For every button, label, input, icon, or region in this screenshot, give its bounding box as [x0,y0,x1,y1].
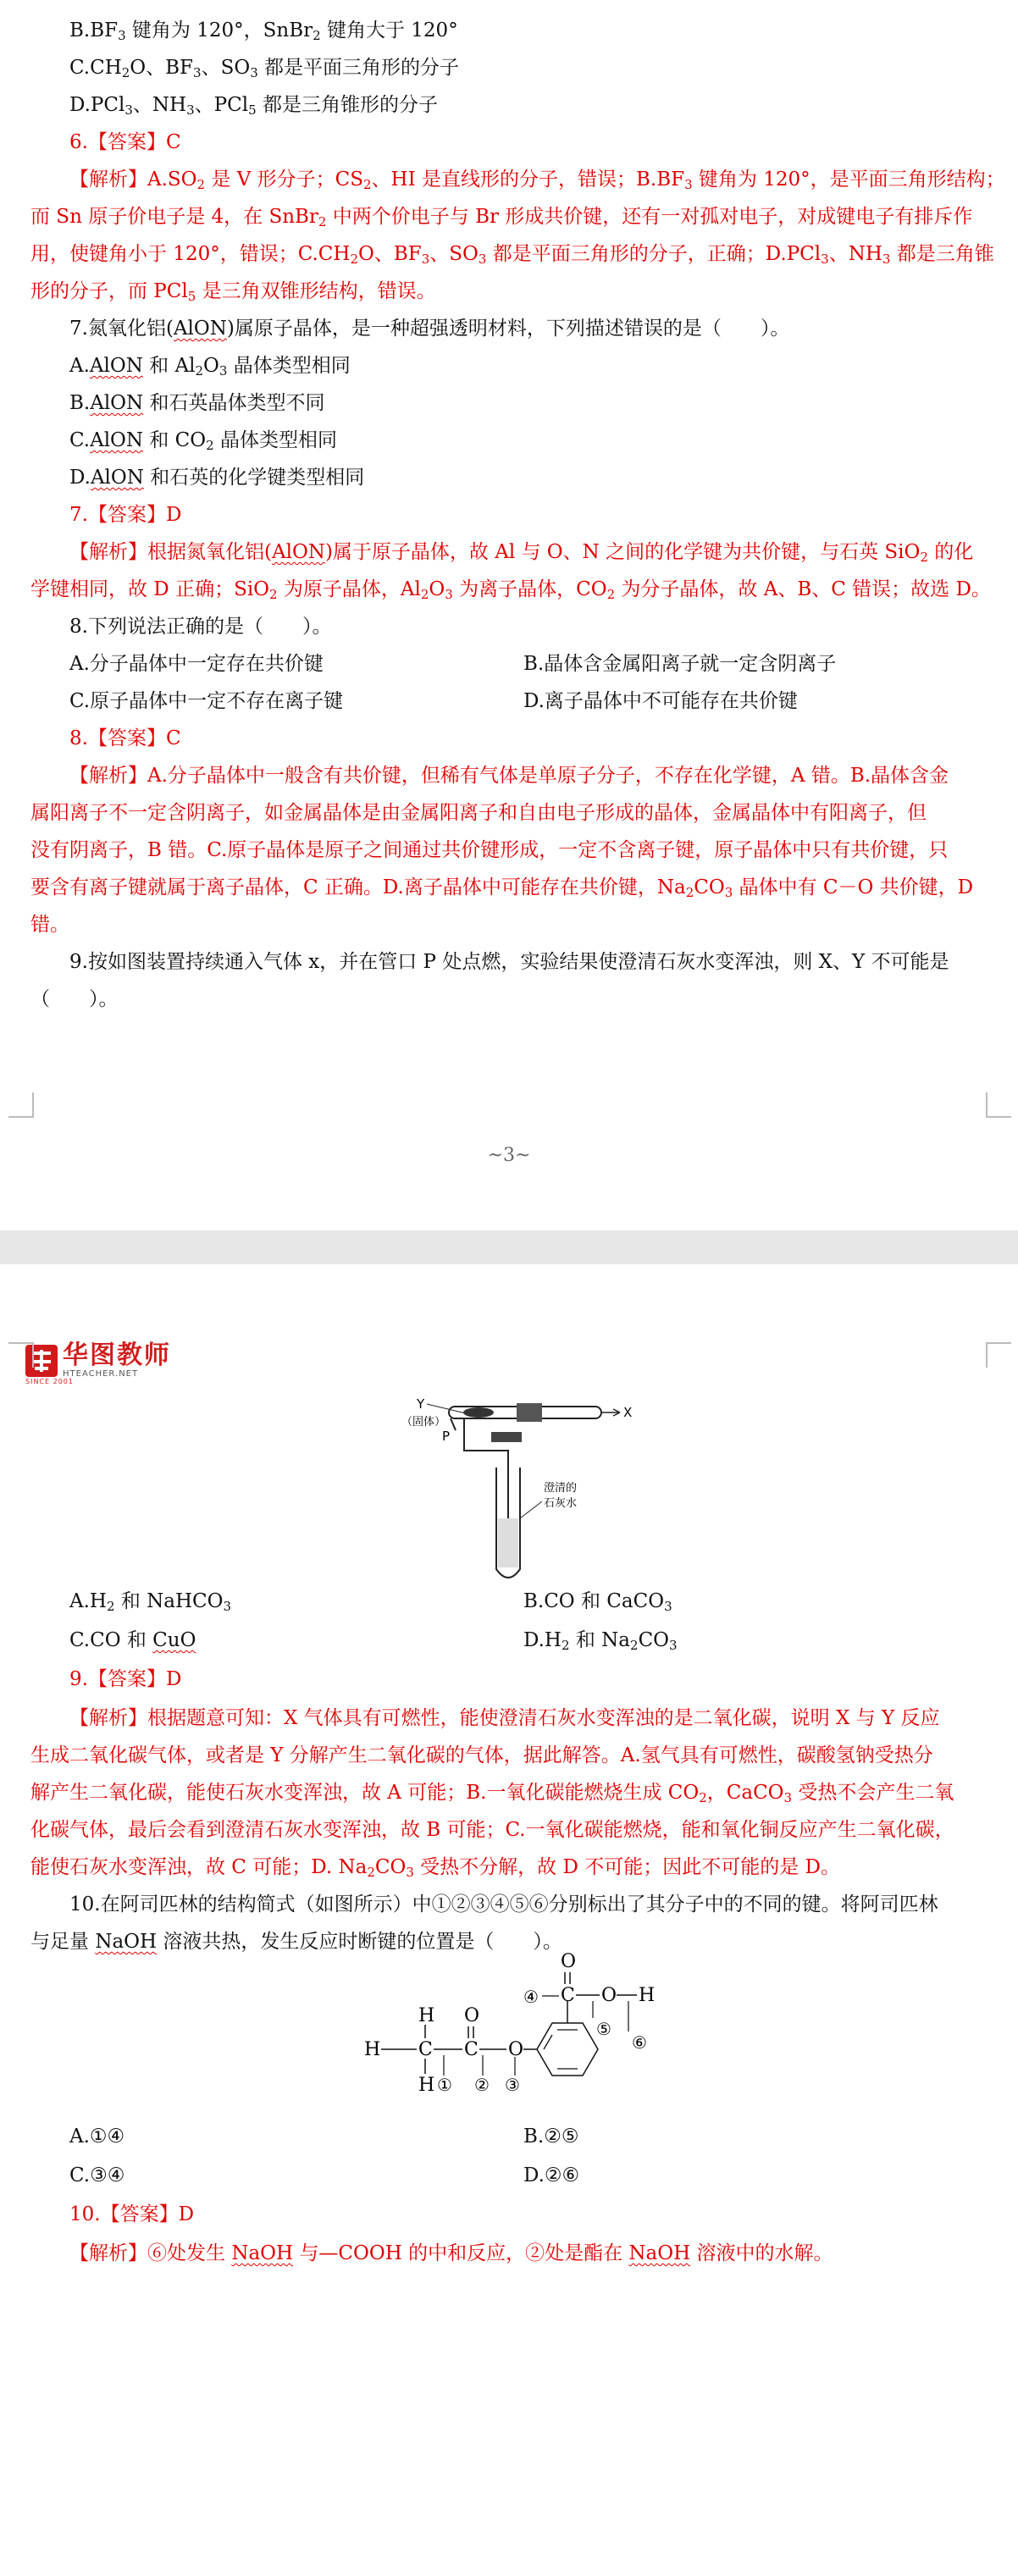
text-line-a6: 6.【答案】C [69,131,181,153]
text-line-q7b: B.AlON 和石英晶体类型不同 [69,392,325,414]
atom-c1: C [418,2039,433,2060]
label-x: X [623,1405,633,1420]
label-limewater-1: 澄清的 [544,1482,578,1495]
huatu-logo [25,1342,171,1379]
text-line-e8c: 没有阴离子，B 错。C.原子晶体是原子之间通过共价键形成，一定不含离子键，原子晶体中只有共价键，只 [30,839,949,861]
text-line-q9B: B.CO 和 CaCO$_3$ [523,1590,672,1614]
crop-mark-top-left [8,1342,34,1368]
bond-mark-5: ⑤ [596,2019,611,2039]
text-line-q9a: 9.按如图装置持续通入气体 x，并在管口 P 处点燃，实验结果使澄清石灰水变浑浊，则 X、Y 不可能是 [69,951,949,973]
text-line-q7a: A.AlON 和 $Al_2O_3$ 晶体类型相同 [69,355,351,379]
text-line-q8a: A.分子晶体中一定存在共价键 [69,653,324,675]
atom-o-acid-top: O [561,1951,577,1972]
text-line-e7b: 学键相同，故 D 正确；SiO$_2$ 为原子晶体，$Al_2O_3$ 为离子晶体，$CO_2$ 为分子晶体，故 A、B、C 错误；故选 D。 [30,578,991,602]
text-line-q9b: （ ）。 [30,988,119,1010]
text-line-e8e: 错。 [30,914,69,936]
text-line-a7: 7.【答案】D [69,504,182,526]
text-line-e8d: 要含有离子键就属于离子晶体，C 正确。D.离子晶体中可能存在共价键，$Na_2CO_3$ 晶体中有 C－O 共价键，D [30,876,974,900]
atom-o-carbonyl: O [464,2005,480,2026]
text-line-q8: 8.下列说法正确的是（ ）。 [69,616,332,638]
text-line-e6a: 【解析】$A.SO_2$ 是 V 形分子；$CS_2$、HI 是直线形的分子，错误；$B.BF_3$ 键角为 120°，是平面三角形结构； [69,169,1005,192]
text-line-e9d: 化碳气体，最后会看到澄清石灰水变浑浊，故 B 可能；C.一氧化碳能燃烧，能和氧化铜反应产生二氧化碳， [30,1819,954,1841]
atom-h-top: H [418,2005,435,2026]
text-line-q8c: C.原子晶体中一定不存在离子键 [69,690,344,712]
text-line-a8: 8.【答案】C [69,727,181,749]
atom-h-bottom: H [418,2075,435,2096]
atom-c-acid: C [561,1985,575,2006]
text-line-e9c: 解产生二氧化碳，能使石灰水变浑浊，故 A 可能；B.一氧化碳能燃烧生成 $CO_2$，CaCO$_3$ 受热不会产生二氧 [30,1782,954,1805]
page-4 [0,1264,1018,2576]
bond-mark-6: ⑥ [632,2032,647,2053]
crop-mark-bottom-left [8,1092,34,1118]
text-line-q5d: D.PCl$_3$、$NH_3$、PCl$_5$ 都是三角锥形的分子 [69,94,438,118]
text-line-q10D: D.②⑥ [523,2164,580,2186]
text-line-e10: 【解析】⑥处发生 NaOH 与—COOH 的中和反应，②处是酯在 NaOH 溶液中的水解。 [69,2242,833,2264]
page-gap [0,1230,1018,1264]
text-line-e8a: 【解析】A.分子晶体中一般含有共价键，但稀有气体是单原子分子，不存在化学键，A 错。B.晶体含金 [69,765,949,787]
atom-o-ester: O [508,2039,524,2060]
text-line-e8b: 属阳离子不一定含阴离子，如金属晶体是由金属阳离子和自由电子形成的晶体，金属晶体中有阳离子，但 [30,802,927,824]
text-line-q10a: 10.在阿司匹林的结构简式（如图所示）中①②③④⑤⑥分别标出了其分子中的不同的键。将阿司匹林 [69,1893,938,1915]
text-line-q9D: $D.H_2$ 和 $Na_2CO_3$ [523,1629,678,1653]
label-limewater-2: 石灰水 [544,1497,578,1510]
apparatus-figure [398,1391,652,1579]
text-line-q8b: B.晶体含金属阳离子就一定含阴离子 [523,653,837,675]
text-line-q10C: C.③④ [69,2164,125,2186]
text-line-q10b: 与足量 NaOH 溶液共热，发生反应时断键的位置是（ ）。 [30,1931,562,1953]
label-solid: （固体） [401,1416,446,1429]
text-line-e6c: 用，使键角小于 120°，错误；$C.CH_2O$、$BF_3$、$SO_3$ 都是平面三角形的分子，正确；D.PCl$_3$、$NH_3$ 都是三角锥 [30,243,994,267]
text-line-e6b: 而 Sn 原子价电子是 4，在 SnBr$_2$ 中两个价电子与 Br 形成共价键，还有一对孤对电子，对成键电子有排斥作 [30,206,973,229]
label-p: P [442,1429,451,1444]
text-line-q5b: $B.BF_3$ 键角为 120°，SnBr$_2$ 键角大于 120° [69,19,458,43]
text-line-e9b: 生成二氧化碳气体，或者是 Y 分解产生二氧化碳的气体，据此解答。A.氢气具有可燃性，碳酸氢钠受热分 [30,1744,933,1766]
text-line-q10B: B.②⑤ [523,2125,579,2148]
logo-english-name: HTEACHER.NET [63,1369,139,1379]
bond-mark-1: ① [437,2075,452,2095]
text-line-e7a: 【解析】根据氮氧化铝(AlON)属于原子晶体，故 Al 与 O、N 之间的化学键为共价键，与石英 SiO$_2$ 的化 [69,541,974,565]
logo-year: SINCE 2001 [25,1378,74,1385]
label-y: Y [417,1396,425,1412]
text-line-q7c: C.AlON 和 $CO_2$ 晶体类型相同 [69,429,337,453]
atom-c2: C [464,2039,479,2060]
atom-h-left: H [364,2039,381,2060]
crop-mark-top-right [986,1342,1011,1368]
text-line-q7d: D.AlON 和石英的化学键类型相同 [69,467,365,489]
text-line-q10A: A.①④ [69,2125,125,2148]
text-line-q5c: $C.CH_2O$、$BF_3$、$SO_3$ 都是平面三角形的分子 [69,57,460,80]
logo-chinese-name: 华图教师 [63,1341,171,1370]
atom-o-acid: O [601,1985,617,2006]
page-number: ~3~ [487,1145,531,1166]
text-line-a9: 9.【答案】D [69,1668,182,1690]
text-line-e6d: 形的分子，而 PCl$_5$ 是三角双锥形结构，错误。 [30,280,436,304]
bond-mark-4: ④ [523,1987,539,2007]
bond-mark-2: ② [474,2075,490,2095]
text-line-q8d: D.离子晶体中不可能存在共价键 [523,690,798,712]
text-line-e9e: 能使石灰水变浑浊，故 C 可能；D. $Na_2CO_3$ 受热不分解，故 D 不可能；因此不可能的是 D。 [30,1856,840,1880]
text-line-q7: 7.氮氧化铝(AlON)属原子晶体，是一种超强透明材料，下列描述错误的是（ ）。 [69,318,790,340]
text-line-q9A: $A.H_2$ 和 NaHCO$_3$ [69,1590,232,1614]
text-line-e9a: 【解析】根据题意可知：X 气体具有可燃性，能使澄清石灰水变浑浊的是二氧化碳，说明 X 与 Y 反应 [69,1707,940,1729]
bond-mark-3: ③ [505,2075,520,2095]
aspirin-structure-figure [356,1950,711,2120]
text-line-a10: 10.【答案】D [69,2203,195,2225]
text-line-q9C: C.CO 和 CuO [69,1629,196,1651]
crop-mark-bottom-right [986,1092,1011,1118]
atom-h-acid: H [639,1985,656,2006]
page-3 [0,0,1018,1230]
